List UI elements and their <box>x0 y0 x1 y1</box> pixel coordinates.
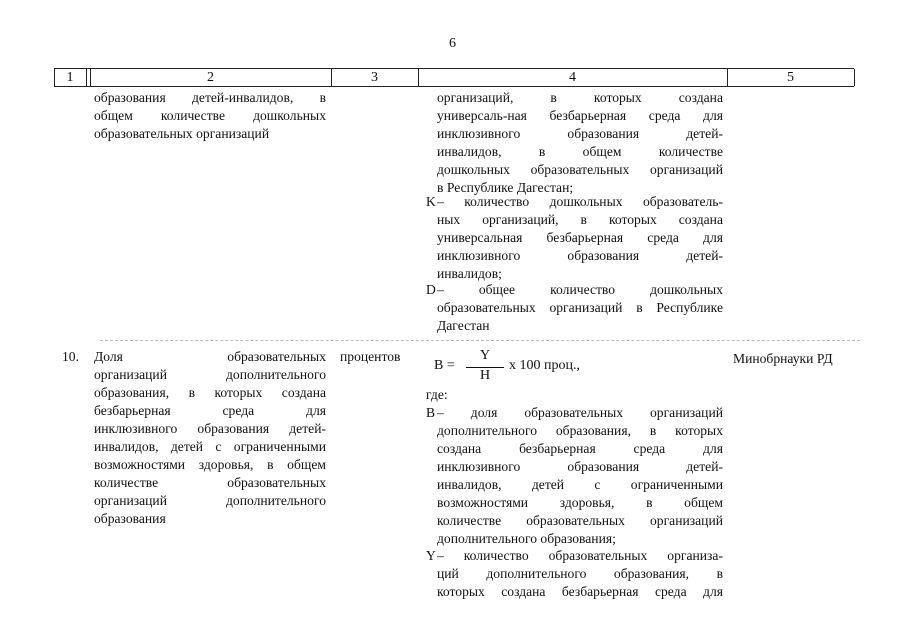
text-line: общем количестве дошкольных <box>94 108 326 123</box>
text-line: инвалидов, детей с ограниченными <box>94 439 326 454</box>
text-line: инклюзивного образования детей- <box>437 459 723 474</box>
formula-numerator: Y <box>480 348 491 363</box>
text-line: инвалидов, детей с ограниченными <box>437 477 723 492</box>
definition-k-symbol: K <box>426 194 436 209</box>
text-line: образовательных организаций <box>94 126 270 141</box>
header-top-border <box>54 68 854 69</box>
text-line: – количество дошкольных образователь- <box>437 194 723 209</box>
text-line: которых создана безбарьерная среда для <box>437 584 723 599</box>
text-line: организаций дополнительного <box>94 367 326 382</box>
text-line: количестве образовательных <box>94 475 326 490</box>
formula-lhs: B = <box>434 358 455 373</box>
text-line: в Республике Дагестан; <box>437 180 574 195</box>
header-col-1: 1 <box>66 70 74 85</box>
text-line: образовательных организаций в Республике <box>437 300 723 315</box>
formula-multiplier: x 100 проц., <box>509 358 580 373</box>
text-line: дополнительного образования, в которых <box>437 423 723 438</box>
definition-y-symbol: Y <box>426 548 436 563</box>
text-line: – общее количество дошкольных <box>437 282 723 297</box>
text-line: образования <box>94 511 166 526</box>
formula-denominator: H <box>480 368 491 383</box>
where-label: где: <box>426 387 448 402</box>
text-line: инклюзивного образования детей- <box>94 421 326 436</box>
definition-d <box>437 281 723 335</box>
text-line: количестве образовательных организаций <box>437 513 723 528</box>
text-line: – доля образовательных организаций <box>437 405 723 420</box>
text-line: инвалидов; <box>437 266 502 281</box>
prev-row-formula-text <box>437 89 723 197</box>
text-line: организаций, в которых создана <box>437 90 723 105</box>
text-line: безбарьерная среда для <box>94 403 326 418</box>
text-line: образования детей-инвалидов, в <box>94 90 326 105</box>
text-line: ных организаций, в которых создана <box>437 212 723 227</box>
text-line: универсаль-ная безбарьерная среда для <box>437 108 723 123</box>
header-col-2: 2 <box>207 70 214 85</box>
text-line: инклюзивного образования детей- <box>437 126 723 141</box>
responsible-executor: Минобрнауки РД <box>733 351 833 366</box>
text-line: универсальная безбарьерная среда для <box>437 230 723 245</box>
text-line: – количество образовательных организа- <box>437 548 723 563</box>
text-line: Дагестан <box>437 318 490 333</box>
col-divider <box>854 69 855 86</box>
header-col-4: 4 <box>569 70 576 85</box>
header-bottom-border <box>54 86 854 87</box>
definition-b-symbol: B <box>426 405 436 420</box>
text-line: дополнительного образования; <box>437 531 616 546</box>
unit-of-measure: процентов <box>340 349 401 364</box>
page-number: 6 <box>449 36 456 51</box>
text-line: образования, в которых создана <box>94 385 326 400</box>
header-col-5: 5 <box>787 70 794 85</box>
text-line: создана безбарьерная среда для <box>437 441 723 456</box>
text-line: организаций дополнительного <box>94 493 326 508</box>
text-line: Доля образовательных <box>94 349 326 364</box>
prev-row-indicator-text <box>94 89 326 143</box>
text-line: ций дополнительного образования, в <box>437 566 723 581</box>
text-line: дошкольных образовательных организаций <box>437 162 723 177</box>
definition-y <box>437 547 723 601</box>
text-line: возможностями здоровья, в общем <box>94 457 326 472</box>
definition-k <box>437 193 723 283</box>
text-line: возможностями здоровья, в общем <box>437 495 723 510</box>
text-line: инвалидов, в общем количестве <box>437 144 723 159</box>
indicator-name <box>94 348 326 528</box>
row-separator <box>100 340 860 341</box>
definition-d-symbol: D <box>426 282 436 297</box>
text-line: инклюзивного образования детей- <box>437 248 723 263</box>
definition-b <box>437 404 723 548</box>
header-col-3: 3 <box>371 70 378 85</box>
row-number: 10. <box>62 349 79 364</box>
col-divider <box>86 69 87 86</box>
